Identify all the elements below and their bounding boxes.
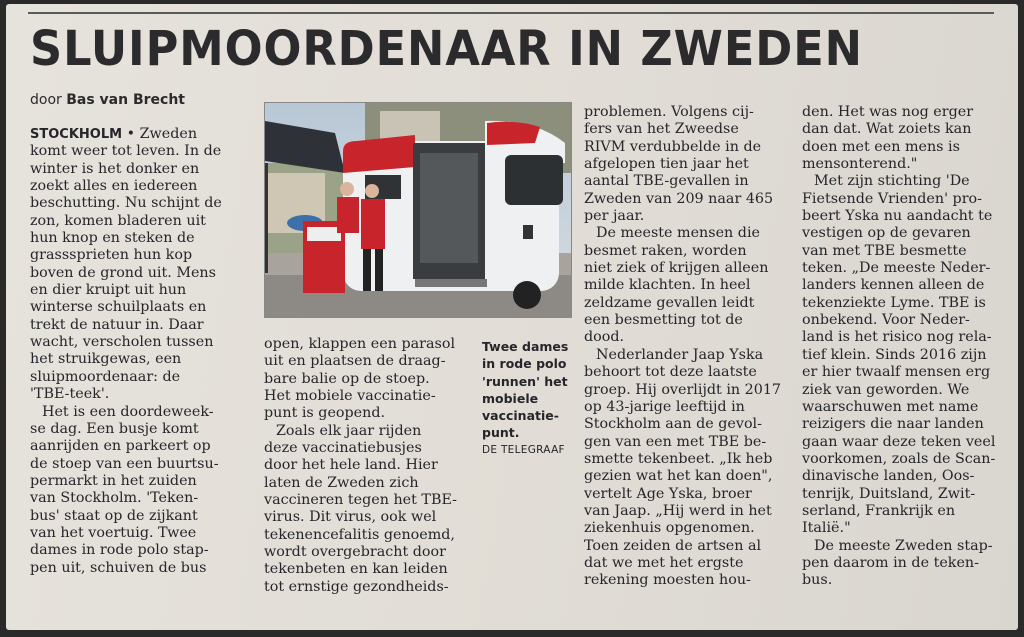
photo-credit: DE TELEGRAAF xyxy=(482,444,565,456)
article-text-line: open, klappen een parasol xyxy=(264,336,456,352)
article-text-line: wacht, verscholen tussen xyxy=(30,334,214,351)
article-text-line: fers van het Zweedse xyxy=(584,121,739,138)
article-text-line: op 43-jarige leeftijd in xyxy=(584,398,745,415)
article-text-line: besmet raken, worden xyxy=(584,242,747,259)
article-text-line: bus. xyxy=(802,572,833,589)
article-text-line: pen uit, schuiven de bus xyxy=(30,559,207,576)
article-text-line: en dier kruipt uit hun xyxy=(30,282,187,299)
article-text-line: dat we met het ergste xyxy=(584,554,744,571)
article-text-line: beschutting. Nu schijnt de xyxy=(30,195,222,212)
article-text-line: permarkt in het zuiden xyxy=(30,472,197,489)
byline-author: Bas van Brecht xyxy=(66,92,186,108)
article-text-line: tekenencefalitis genoemd, xyxy=(264,526,455,543)
article-text-line: van met TBE besmette xyxy=(802,242,967,259)
article-text-line: land is het risico nog rela- xyxy=(802,329,992,346)
article-column-1 xyxy=(30,126,260,577)
article-text-line: landers kennen alleen de xyxy=(802,277,985,294)
article-text-line: van Stockholm. 'Teken- xyxy=(30,490,199,507)
article-text-line: beert Yska nu aandacht te xyxy=(802,208,993,225)
article-text-line: ziekenhuis opgenomen. xyxy=(584,520,755,537)
article-text-line: smette tekenbeet. „Ik heb xyxy=(584,450,773,467)
article-text-line: Toen zeiden de artsen al xyxy=(584,537,762,554)
byline xyxy=(30,92,185,108)
article-text-line: Het mobiele vaccinatie- xyxy=(264,388,436,405)
article-text-line: van het voertuig. Twee xyxy=(30,524,197,541)
article-text-line: bare balie op de stoep. xyxy=(264,370,430,387)
article-text-line: Fietsende Vrienden' pro- xyxy=(802,190,982,207)
article-text-line: onbekend. Voor Neder- xyxy=(802,312,970,329)
article-text-line: tekenbeten en kan leiden xyxy=(264,561,448,578)
article-text-line: vaccineren tegen het TBE- xyxy=(264,492,458,509)
article-text-line: boven de grond uit. Mens xyxy=(30,264,216,281)
article-text-line: gen van een met TBE be- xyxy=(584,433,767,450)
article-text-line: ziek van geworden. We xyxy=(802,381,970,398)
article-column-2 xyxy=(264,336,474,596)
newspaper-clipping xyxy=(6,4,1018,630)
article-text-line: een besmetting tot de xyxy=(584,312,743,329)
article-text-line: Zweden van 209 naar 465 xyxy=(584,190,774,207)
article-text-line: De meeste mensen die xyxy=(596,225,760,242)
article-column-4 xyxy=(802,104,1017,590)
article-text-line: hun knop en steken de xyxy=(30,230,195,247)
article-text-line: zon, komen bladeren uit xyxy=(30,212,206,229)
photo-caption: Twee dames in rode polo 'runnen' het mobiele vaccinatie- punt. xyxy=(482,339,569,441)
article-text-line: komt weer tot leven. In de xyxy=(30,143,222,160)
article-text-line: Italië." xyxy=(802,520,851,537)
article-text-line xyxy=(30,126,260,143)
article-text-line: van Jaap. „Hij werd in het xyxy=(584,502,772,519)
article-text-line: punt is geopend. xyxy=(264,405,386,422)
article-text-line: tenrijk, Duitsland, Zwit- xyxy=(802,485,976,502)
article-text-line: milde klachten. In heel xyxy=(584,277,751,294)
article-text-line: den. Het was nog erger xyxy=(802,104,974,120)
article-text-line: niet ziek of krijgen alleen xyxy=(584,260,769,277)
article-text-line: grasssprieten hun kop xyxy=(30,247,193,264)
article-text-line: gaan waar deze teken veel xyxy=(802,433,996,450)
article-text-line: vestigen op de gevaren xyxy=(802,225,971,242)
article-text-line: bus' staat op de zijkant xyxy=(30,507,198,524)
article-text-line: tekenziekte Lyme. TBE is xyxy=(802,294,986,311)
article-text-line: aantal TBE-gevallen in xyxy=(584,173,749,190)
article-text-fragment: • Zweden xyxy=(122,126,198,142)
article-text-line: winter is het donker en xyxy=(30,160,200,177)
article-text-line: Met zijn stichting 'De xyxy=(814,173,970,190)
article-photo xyxy=(264,102,572,318)
article-text-line: deze vaccinatiebusjes xyxy=(264,440,422,457)
article-text-line: de stoep van een buurtsu- xyxy=(30,455,219,472)
article-text-line: rekening moesten hou- xyxy=(584,572,751,589)
article-text-line: laten de Zweden zich xyxy=(264,474,419,491)
article-text-line: waarschuwen met name xyxy=(802,398,979,415)
article-text-line: virus. Dit virus, ook wel xyxy=(264,509,437,526)
article-text-line: aanrijden en parkeert op xyxy=(30,438,211,455)
article-text-line: wordt overgebracht door xyxy=(264,544,446,561)
vaccination-bus-photo xyxy=(265,103,571,317)
article-text-line: De meeste Zweden stap- xyxy=(814,537,993,554)
article-text-line: dinavische landen, Oos- xyxy=(802,468,975,485)
article-text-line: tot ernstige gezondheids- xyxy=(264,578,449,595)
article-text-line: uit en plaatsen de draag- xyxy=(264,353,446,370)
article-text-line: het struikgewas, een xyxy=(30,351,182,368)
article-text-line: dames in rode polo stap- xyxy=(30,542,209,559)
article-text-line: Zoals elk jaar rijden xyxy=(276,422,422,439)
article-text-line: reizigers die naar landen xyxy=(802,416,984,433)
article-text-line: trekt de natuur in. Daar xyxy=(30,316,204,333)
article-text-line: er hier twaalf mensen erg xyxy=(802,364,991,381)
article-text-line: Nederlander Jaap Yska xyxy=(596,346,764,363)
article-text-line: dood. xyxy=(584,329,625,346)
article-text-line: sluipmoordenaar: de xyxy=(30,368,181,385)
article-text-line: zeldzame gevallen leidt xyxy=(584,294,755,311)
headline: SLUIPMOORDENAAR IN ZWEDEN xyxy=(30,21,863,77)
article-text-line: teken. „De meeste Neder- xyxy=(802,260,991,277)
article-text-line: Het is een doordeweek- xyxy=(42,403,214,420)
article-text-line: RIVM verdubbelde in de xyxy=(584,138,762,155)
article-text-line: door het hele land. Hier xyxy=(264,457,438,474)
article-text-line: Stockholm aan de gevol- xyxy=(584,416,762,433)
article-text-line: 'TBE-teek'. xyxy=(30,386,110,403)
article-text-line: per jaar. xyxy=(584,208,645,225)
article-text-line: afgelopen tien jaar het xyxy=(584,156,749,173)
article-text-line: zoekt alles en iedereen xyxy=(30,178,198,195)
article-text-line: vertelt Age Yska, broer xyxy=(584,485,752,502)
article-text-line: voorkomen, zoals de Scan- xyxy=(802,450,996,467)
article-column-3 xyxy=(584,104,804,590)
byline-prefix: door xyxy=(30,92,62,108)
article-text-line: problemen. Volgens cij- xyxy=(584,104,754,120)
article-text-line: mensonterend." xyxy=(802,156,918,173)
top-rule xyxy=(28,12,994,14)
dateline: STOCKHOLM xyxy=(30,127,123,142)
article-text-line: doen met een mens is xyxy=(802,138,960,155)
article-text-line: winterse schuilplaats en xyxy=(30,299,207,316)
article-text-line: dan dat. Wat zoiets kan xyxy=(802,121,972,138)
article-text-line: serland, Frankrijk en xyxy=(802,502,956,519)
article-text-line: tief klein. Sinds 2016 zijn xyxy=(802,346,987,363)
article-text-line: se dag. Een busje komt xyxy=(30,420,199,437)
article-text-line: pen daarom in de teken- xyxy=(802,554,979,571)
article-text-line: gezien wat het kan doen", xyxy=(584,468,773,485)
article-text-line: groep. Hij overlijdt in 2017 xyxy=(584,381,782,398)
article-text-line: behoort tot deze laatste xyxy=(584,364,757,381)
